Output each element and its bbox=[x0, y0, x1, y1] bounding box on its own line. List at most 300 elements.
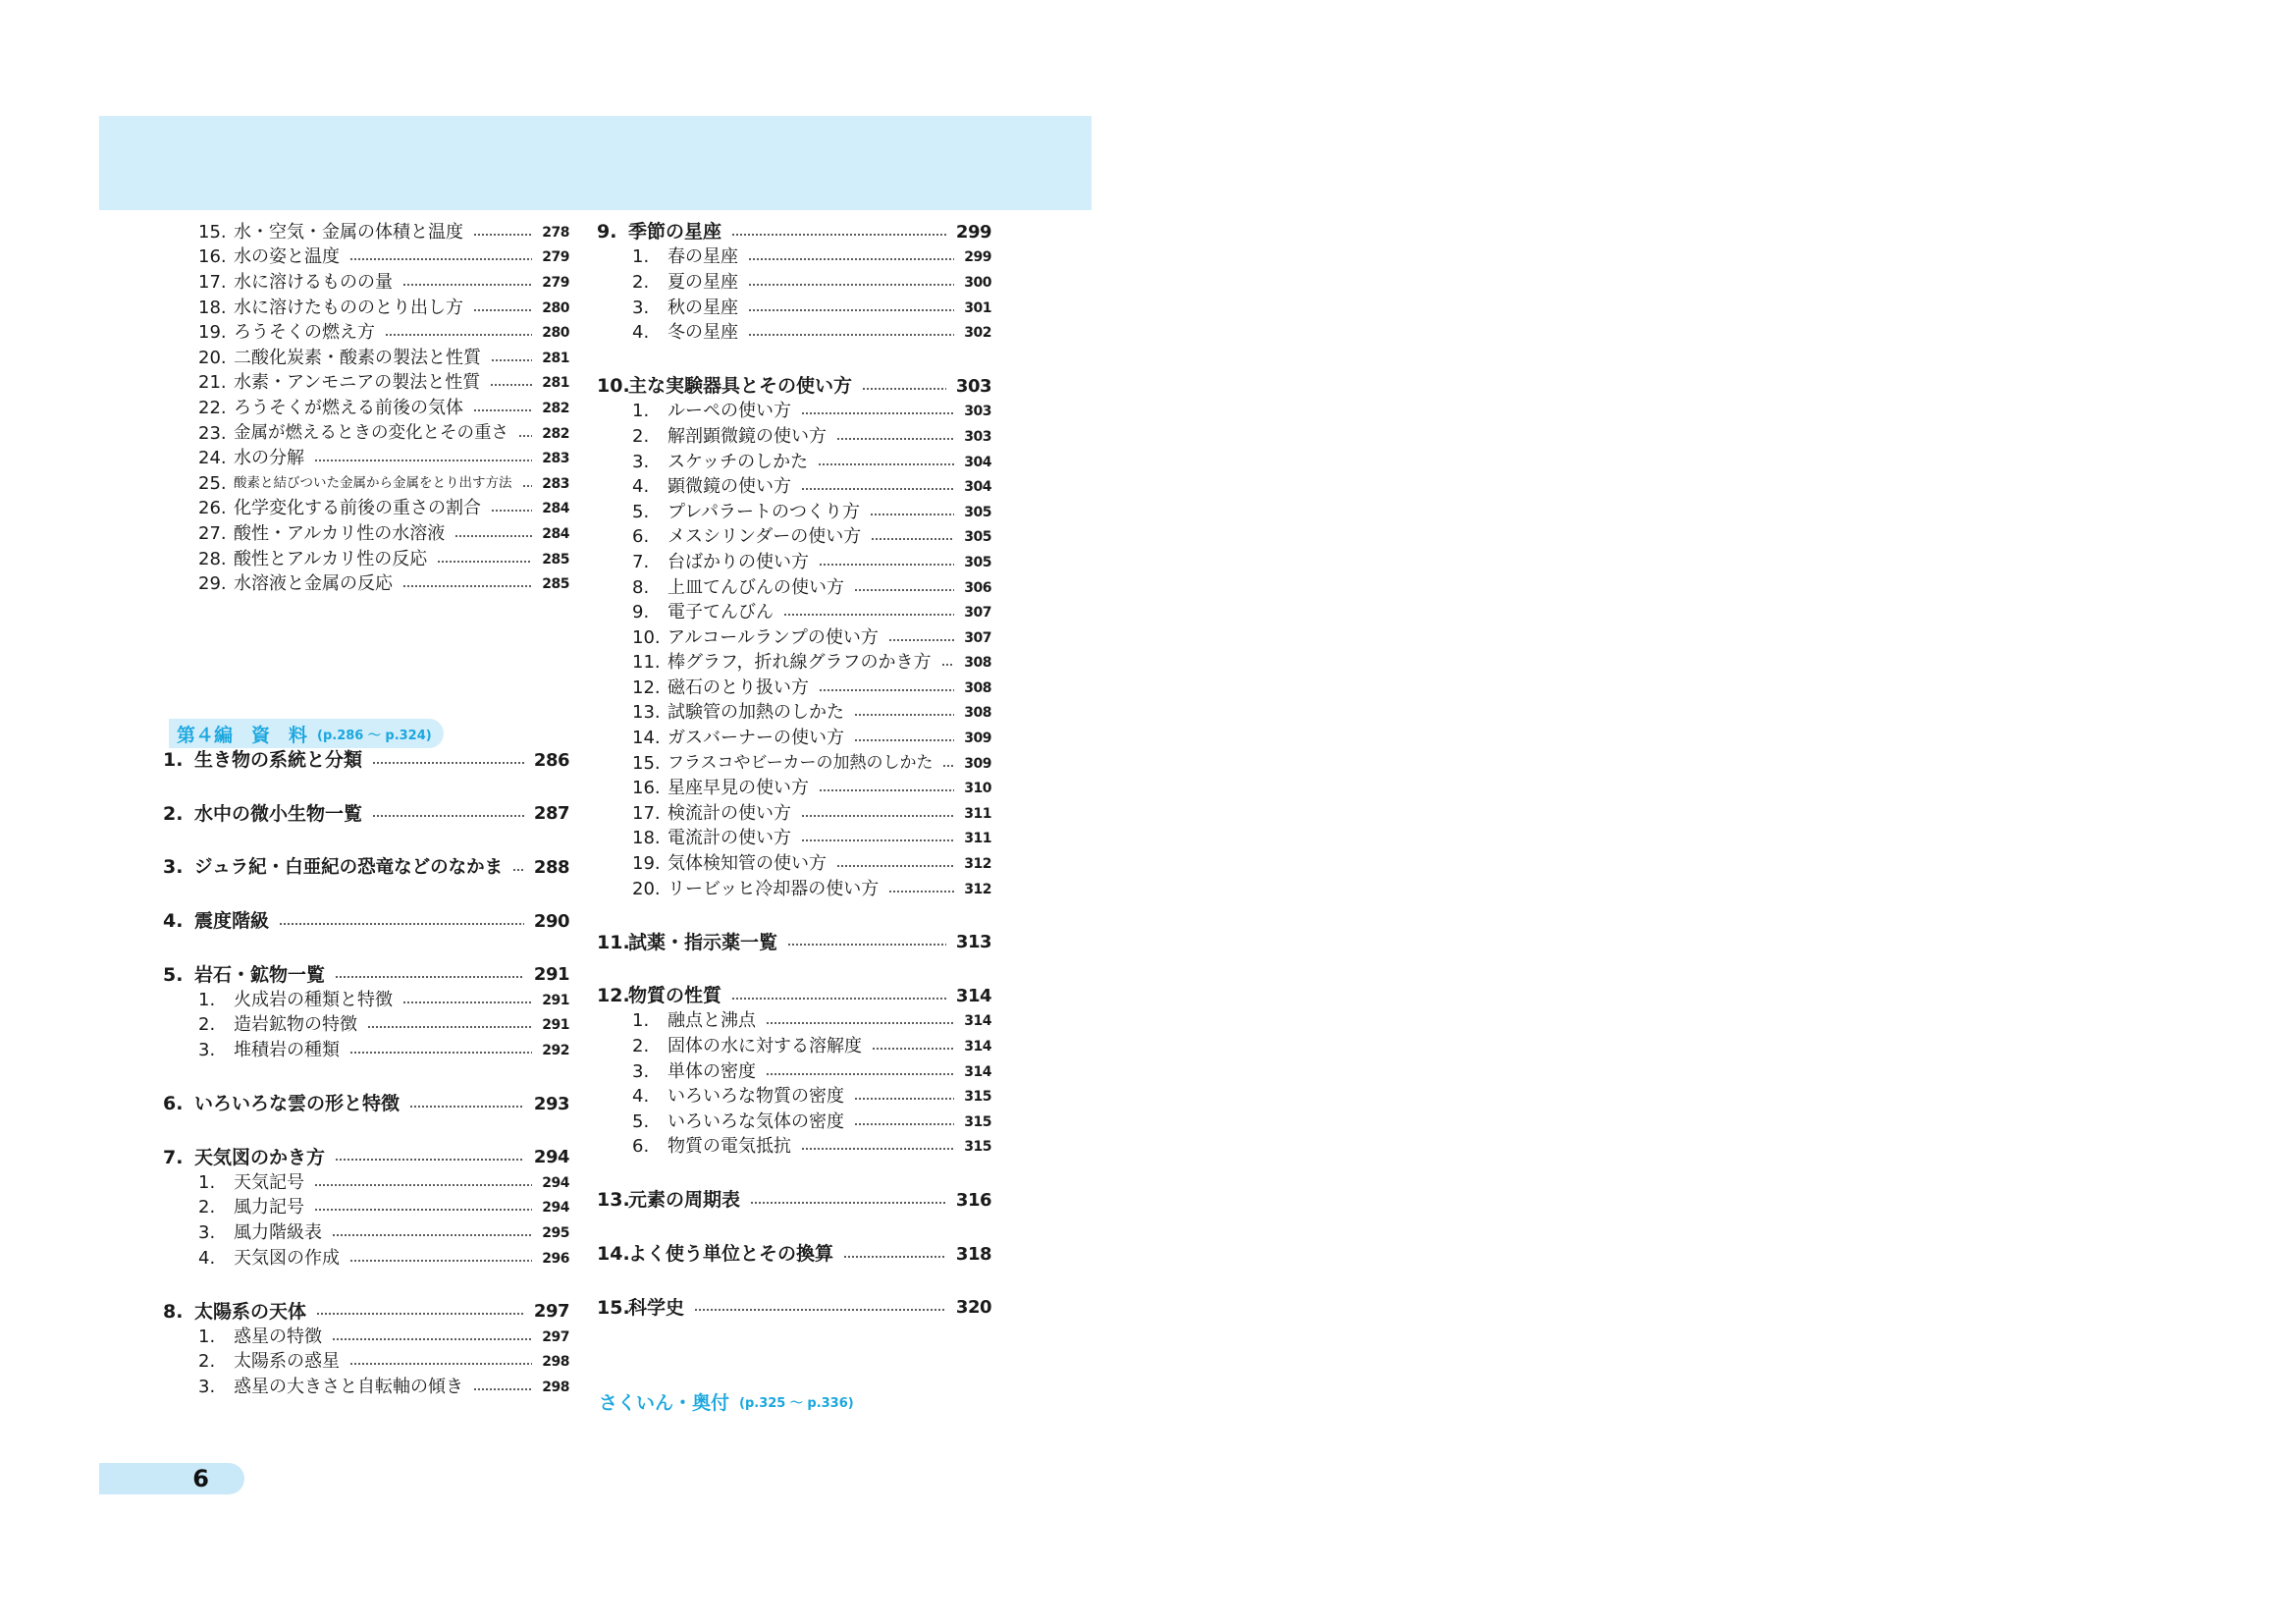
entry-page: 281 bbox=[542, 375, 569, 392]
entry-title: 水に溶けるものの量 bbox=[234, 271, 393, 293]
entry-title: 単体の密度 bbox=[667, 1060, 756, 1082]
entry-title: ルーペの使い方 bbox=[667, 401, 791, 422]
toc-entry bbox=[163, 1170, 569, 1196]
entry-number: 2. bbox=[632, 1036, 650, 1057]
entry-title: リービッヒ冷却器の使い方 bbox=[667, 878, 880, 899]
leader-dots bbox=[491, 359, 532, 361]
entry-number: 3. bbox=[632, 1060, 650, 1082]
entry-title: アルコールランプの使い方 bbox=[667, 626, 879, 648]
entry-title: 酸性とアルカリ性の反応 bbox=[234, 548, 428, 569]
toc-entry bbox=[597, 651, 991, 677]
toc-entry bbox=[163, 1038, 569, 1063]
entry-number: 5. bbox=[632, 501, 650, 522]
entry-page: 303 bbox=[955, 375, 991, 397]
entry-number: 16. bbox=[198, 246, 227, 268]
part4-heading bbox=[169, 719, 444, 748]
entry-page: 315 bbox=[964, 1139, 991, 1156]
leader-dots bbox=[731, 234, 946, 236]
section-gap bbox=[597, 1267, 991, 1295]
toc-entry bbox=[163, 245, 569, 271]
entry-page: 302 bbox=[964, 325, 991, 342]
entry-title: 風力階級表 bbox=[234, 1221, 322, 1243]
leader-dots bbox=[766, 1073, 954, 1075]
entry-title: 上皿てんびんの使い方 bbox=[667, 576, 844, 598]
entry-title: 棒グラフ，折れ線グラフのかき方 bbox=[667, 652, 932, 674]
entry-number: 20. bbox=[632, 878, 661, 899]
section-gap bbox=[597, 346, 991, 374]
section-gap bbox=[597, 901, 991, 930]
entry-page: 306 bbox=[964, 579, 991, 596]
toc-entry bbox=[163, 220, 569, 245]
entry-number: 8. bbox=[163, 1300, 184, 1323]
entry-number: 23. bbox=[198, 422, 227, 444]
entry-number: 29. bbox=[198, 573, 227, 595]
entry-number: 9. bbox=[632, 602, 650, 623]
leader-dots bbox=[843, 1256, 946, 1258]
toc-entry bbox=[597, 245, 991, 271]
entry-number: 22. bbox=[198, 397, 227, 418]
toc-section-entry bbox=[145, 1299, 569, 1325]
entry-page: 303 bbox=[964, 404, 991, 420]
leader-dots bbox=[349, 1052, 532, 1054]
entry-number: 3. bbox=[163, 856, 184, 879]
entry-page: 301 bbox=[964, 299, 991, 316]
index-range: (p.325 ～ p.336) bbox=[739, 1396, 854, 1411]
entry-number: 21. bbox=[198, 372, 227, 394]
entry-title: 夏の星座 bbox=[667, 271, 738, 293]
entry-number: 2. bbox=[198, 1197, 216, 1218]
entry-number: 13. bbox=[597, 1189, 630, 1212]
entry-number: 17. bbox=[632, 802, 661, 824]
entry-page: 297 bbox=[542, 1328, 569, 1345]
leader-dots bbox=[402, 1001, 532, 1003]
entry-number: 13. bbox=[632, 702, 661, 724]
toc-entry bbox=[597, 676, 991, 701]
entry-title: 季節の星座 bbox=[628, 221, 722, 244]
leader-dots bbox=[437, 561, 532, 563]
leader-dots bbox=[871, 538, 954, 540]
leader-dots bbox=[731, 998, 946, 1000]
entry-number: 1. bbox=[198, 1326, 216, 1347]
section-gap bbox=[163, 827, 569, 855]
toc-entry bbox=[597, 726, 991, 751]
leader-dots bbox=[783, 614, 954, 616]
toc-entry bbox=[163, 571, 569, 597]
entry-title: 科学史 bbox=[628, 1296, 685, 1319]
entry-page: 312 bbox=[964, 856, 991, 873]
toc-section-entry bbox=[597, 220, 991, 245]
toc-left-column bbox=[163, 220, 569, 597]
toc-entry bbox=[597, 320, 991, 346]
entry-number: 9. bbox=[597, 221, 617, 244]
entry-number: 2. bbox=[163, 802, 184, 825]
entry-page: 305 bbox=[964, 504, 991, 520]
entry-page: 291 bbox=[542, 992, 569, 1008]
entry-page: 305 bbox=[964, 554, 991, 570]
section-gap bbox=[597, 1160, 991, 1188]
toc-entry bbox=[163, 1220, 569, 1246]
right-sections-list bbox=[597, 220, 991, 1321]
entry-title: 水溶液と金属の反応 bbox=[234, 573, 393, 595]
entry-page: 307 bbox=[964, 605, 991, 622]
toc-entry bbox=[163, 346, 569, 371]
entry-page: 286 bbox=[533, 749, 569, 771]
entry-page: 312 bbox=[964, 881, 991, 897]
leader-dots bbox=[787, 944, 946, 946]
toc-section-entry bbox=[597, 1242, 991, 1268]
leader-dots bbox=[836, 438, 954, 440]
toc-entry bbox=[597, 400, 991, 425]
toc-entry bbox=[163, 371, 569, 397]
toc-entry bbox=[597, 474, 991, 500]
leader-dots bbox=[372, 762, 524, 764]
entry-number: 27. bbox=[198, 522, 227, 544]
entry-page: 285 bbox=[542, 576, 569, 593]
toc-entry bbox=[597, 550, 991, 575]
entry-title: 火成岩の種類と特徴 bbox=[234, 989, 393, 1010]
section-gap bbox=[163, 1116, 569, 1145]
entry-title: 水に溶けたもののとり出し方 bbox=[234, 297, 463, 318]
leader-dots bbox=[748, 284, 954, 286]
leader-dots bbox=[402, 284, 532, 286]
toc-entry bbox=[163, 1013, 569, 1039]
entry-title: 惑星の特徴 bbox=[234, 1326, 322, 1347]
entry-title: 試験管の加熱のしかた bbox=[667, 702, 844, 724]
entry-page: 318 bbox=[955, 1243, 991, 1265]
entry-number: 20. bbox=[198, 347, 227, 368]
section-gap bbox=[163, 934, 569, 962]
section-gap bbox=[163, 774, 569, 802]
toc-entry bbox=[597, 1009, 991, 1035]
leader-dots bbox=[748, 334, 954, 336]
toc-section-entry bbox=[145, 962, 569, 988]
entry-number: 7. bbox=[632, 551, 650, 572]
toc-entry bbox=[163, 421, 569, 447]
entry-number: 1. bbox=[632, 246, 650, 268]
header-band bbox=[99, 116, 1092, 210]
entry-number: 6. bbox=[632, 526, 650, 548]
leader-dots bbox=[854, 1123, 954, 1125]
leader-dots bbox=[750, 1202, 946, 1204]
leader-dots bbox=[888, 639, 954, 641]
toc-section-entry bbox=[597, 930, 991, 955]
entry-number: 1. bbox=[198, 1171, 216, 1193]
toc-entry bbox=[163, 1375, 569, 1400]
entry-number: 3. bbox=[198, 1376, 216, 1397]
entry-title: 酸素と結びついた金属から金属をとり出す方法 bbox=[234, 474, 512, 491]
entry-number: 4. bbox=[632, 476, 650, 498]
leader-dots bbox=[801, 412, 954, 414]
entry-page: 315 bbox=[964, 1089, 991, 1106]
entry-page: 285 bbox=[542, 551, 569, 568]
toc-entry bbox=[597, 600, 991, 625]
section-gap bbox=[597, 955, 991, 984]
entry-number: 8. bbox=[632, 576, 650, 598]
part4-title: 第４編 資 料 bbox=[177, 724, 308, 746]
leader-dots bbox=[473, 409, 532, 411]
leader-dots bbox=[748, 309, 954, 311]
entry-title: 天気記号 bbox=[234, 1171, 304, 1193]
entry-number: 16. bbox=[632, 778, 661, 799]
toc-section-entry bbox=[597, 374, 991, 400]
leader-dots bbox=[409, 1106, 524, 1108]
entry-title: プレパラートのつくり方 bbox=[667, 501, 861, 522]
toc-entry bbox=[597, 851, 991, 877]
section-gap bbox=[597, 1214, 991, 1242]
entry-title: ろうそくが燃える前後の気体 bbox=[234, 397, 463, 418]
entry-page: 308 bbox=[964, 705, 991, 722]
index-title: さくいん・奥付 bbox=[599, 1392, 730, 1414]
entry-number: 4. bbox=[632, 1086, 650, 1108]
page-number: 6 bbox=[192, 1465, 209, 1492]
leader-dots bbox=[385, 334, 532, 336]
leader-dots bbox=[941, 664, 955, 666]
entry-page: 314 bbox=[964, 1013, 991, 1030]
entry-page: 307 bbox=[964, 629, 991, 646]
toc-entry bbox=[597, 575, 991, 601]
part4-list bbox=[163, 748, 569, 1400]
entry-title: 水素・アンモニアの製法と性質 bbox=[234, 372, 481, 394]
entry-page: 308 bbox=[964, 655, 991, 672]
entry-number: 4. bbox=[632, 322, 650, 344]
entry-page: 282 bbox=[542, 425, 569, 442]
section-gap bbox=[163, 1271, 569, 1299]
entry-title: 主な実験器具とその使い方 bbox=[628, 375, 853, 398]
leader-dots bbox=[854, 1098, 954, 1100]
entry-title: 顕微鏡の使い方 bbox=[667, 476, 791, 498]
leader-dots bbox=[349, 1363, 532, 1365]
entry-title: スケッチのしかた bbox=[667, 451, 809, 472]
toc-entry bbox=[163, 1350, 569, 1376]
entry-page: 287 bbox=[533, 803, 569, 825]
leader-dots bbox=[367, 1026, 532, 1028]
entry-number: 2. bbox=[198, 1351, 216, 1373]
entry-page: 297 bbox=[533, 1301, 569, 1323]
entry-title: 太陽系の天体 bbox=[194, 1300, 307, 1323]
leader-dots bbox=[854, 739, 954, 741]
entry-page: 280 bbox=[542, 299, 569, 316]
leader-dots bbox=[402, 585, 532, 587]
entry-page: 311 bbox=[964, 805, 991, 822]
entry-page: 304 bbox=[964, 479, 991, 496]
entry-number: 2. bbox=[632, 271, 650, 293]
leader-dots bbox=[491, 510, 532, 512]
toc-entry bbox=[597, 701, 991, 727]
toc-entry bbox=[163, 471, 569, 497]
part4-range: (p.286 ～ p.324) bbox=[317, 728, 432, 743]
toc-entry bbox=[597, 751, 991, 777]
entry-page: 294 bbox=[542, 1200, 569, 1217]
entry-number: 19. bbox=[632, 853, 661, 875]
entry-number: 10. bbox=[597, 375, 630, 398]
entry-number: 12. bbox=[597, 985, 630, 1007]
entry-number: 1. bbox=[632, 1010, 650, 1032]
entry-number: 11. bbox=[597, 931, 630, 953]
entry-number: 18. bbox=[632, 828, 661, 849]
toc-entry bbox=[597, 296, 991, 321]
toc-entry bbox=[597, 1110, 991, 1135]
toc-entry bbox=[163, 1325, 569, 1350]
toc-entry bbox=[597, 1135, 991, 1161]
entry-number: 18. bbox=[198, 297, 227, 318]
toc-entry bbox=[163, 270, 569, 296]
entry-title: 生き物の系統と分類 bbox=[194, 749, 363, 772]
toc-section-entry bbox=[145, 909, 569, 935]
entry-number: 3. bbox=[198, 1221, 216, 1243]
entry-number: 5. bbox=[163, 963, 184, 986]
entry-page: 298 bbox=[542, 1379, 569, 1395]
entry-title: 電子てんびん bbox=[667, 602, 774, 623]
toc-entry bbox=[163, 497, 569, 522]
entry-number: 28. bbox=[198, 548, 227, 569]
entry-title: 震度階級 bbox=[194, 910, 270, 933]
entry-title: 台ばかりの使い方 bbox=[667, 551, 809, 572]
leader-dots bbox=[766, 1022, 954, 1024]
entry-page: 283 bbox=[542, 451, 569, 467]
toc-entry bbox=[597, 1084, 991, 1110]
entry-page: 296 bbox=[542, 1250, 569, 1267]
entry-title: 解剖顕微鏡の使い方 bbox=[667, 425, 827, 447]
entry-page: 314 bbox=[964, 1039, 991, 1056]
toc-section-entry bbox=[597, 1188, 991, 1214]
leader-dots bbox=[836, 865, 954, 867]
entry-number: 12. bbox=[632, 677, 661, 698]
toc-entry bbox=[597, 1034, 991, 1059]
entry-number: 7. bbox=[163, 1146, 184, 1168]
section-gap bbox=[163, 881, 569, 909]
entry-page: 309 bbox=[964, 755, 991, 772]
toc-entry bbox=[597, 500, 991, 525]
toc-entry bbox=[597, 424, 991, 450]
toc-entry bbox=[597, 450, 991, 475]
entry-title: 化学変化する前後の重さの割合 bbox=[234, 498, 481, 519]
entry-title: メスシリンダーの使い方 bbox=[667, 526, 862, 548]
entry-page: 304 bbox=[964, 454, 991, 470]
leader-dots bbox=[854, 714, 954, 716]
toc-entry bbox=[597, 776, 991, 801]
entry-number: 10. bbox=[632, 626, 661, 648]
toc-entry bbox=[163, 446, 569, 471]
leader-dots bbox=[314, 1184, 532, 1186]
entry-page: 320 bbox=[955, 1297, 991, 1319]
entry-title: 冬の星座 bbox=[667, 322, 738, 344]
entry-page: 294 bbox=[533, 1147, 569, 1168]
toc-section-entry bbox=[145, 1145, 569, 1170]
toc-section-entry bbox=[145, 748, 569, 774]
entry-number: 14. bbox=[597, 1243, 630, 1266]
leader-dots bbox=[522, 485, 533, 487]
leader-dots bbox=[332, 1338, 532, 1340]
entry-number: 5. bbox=[632, 1110, 650, 1132]
leader-dots bbox=[349, 1260, 532, 1262]
leader-dots bbox=[888, 891, 954, 893]
entry-title: 天気図のかき方 bbox=[194, 1146, 326, 1168]
entry-page: 284 bbox=[542, 501, 569, 517]
entry-title: 岩石・鉱物一覧 bbox=[194, 963, 326, 986]
entry-number: 25. bbox=[198, 472, 227, 494]
entry-page: 315 bbox=[964, 1113, 991, 1130]
entry-number: 3. bbox=[198, 1039, 216, 1060]
leader-dots bbox=[819, 689, 954, 691]
leader-dots bbox=[801, 488, 954, 490]
entry-number: 17. bbox=[198, 271, 227, 293]
entry-page: 295 bbox=[542, 1224, 569, 1241]
entry-title: フラスコやビーカーの加熱のしかた bbox=[667, 753, 934, 774]
leader-dots bbox=[473, 1388, 532, 1390]
toc-section-entry bbox=[145, 855, 569, 881]
entry-number: 15. bbox=[632, 752, 661, 774]
entry-number: 15. bbox=[597, 1296, 630, 1319]
toc-entry bbox=[597, 1059, 991, 1085]
leader-dots bbox=[870, 514, 954, 515]
entry-number: 4. bbox=[163, 910, 184, 933]
entry-page: 308 bbox=[964, 679, 991, 696]
toc-entry bbox=[163, 396, 569, 421]
toc-entry bbox=[597, 525, 991, 551]
leader-dots bbox=[349, 258, 532, 260]
leader-dots bbox=[316, 1313, 524, 1315]
toc-section-entry bbox=[597, 1295, 991, 1321]
leader-dots bbox=[473, 309, 532, 311]
entry-title: 物質の性質 bbox=[628, 985, 722, 1007]
toc-entry bbox=[597, 801, 991, 827]
leader-dots bbox=[335, 1159, 524, 1161]
toc-entry bbox=[597, 877, 991, 902]
entry-title: 酸性・アルカリ性の水溶液 bbox=[234, 522, 446, 544]
entry-title: 金属が燃えるときの変化とその重さ bbox=[234, 422, 508, 443]
toc-entry bbox=[163, 547, 569, 572]
entry-title: 試薬・指示薬一覧 bbox=[628, 931, 778, 953]
leader-dots bbox=[942, 765, 954, 767]
toc-entry bbox=[163, 296, 569, 321]
entry-number: 24. bbox=[198, 448, 227, 469]
leader-dots bbox=[454, 535, 532, 537]
entry-page: 281 bbox=[542, 350, 569, 366]
entry-page: 310 bbox=[964, 781, 991, 797]
entry-title: 二酸化炭素・酸素の製法と性質 bbox=[234, 347, 481, 368]
entry-page: 278 bbox=[542, 224, 569, 241]
toc-entry bbox=[597, 827, 991, 852]
entry-number: 14. bbox=[632, 728, 661, 749]
leader-dots bbox=[490, 384, 532, 386]
entry-title: 磁石のとり扱い方 bbox=[667, 677, 809, 698]
entry-title: 物質の電気抵抗 bbox=[667, 1136, 791, 1158]
leader-dots bbox=[748, 258, 954, 260]
toc-entry bbox=[163, 320, 569, 346]
entry-title: いろいろな雲の形と特徴 bbox=[194, 1093, 400, 1115]
entry-title: 秋の星座 bbox=[667, 297, 738, 318]
toc-section-entry bbox=[597, 984, 991, 1009]
toc-entry bbox=[597, 625, 991, 651]
leader-dots bbox=[335, 976, 524, 978]
entry-number: 6. bbox=[632, 1136, 650, 1158]
entry-title: 太陽系の惑星 bbox=[234, 1351, 340, 1373]
entry-title: 天気図の作成 bbox=[234, 1247, 340, 1269]
entry-title: いろいろな物質の密度 bbox=[667, 1086, 844, 1108]
toc-entry bbox=[163, 1246, 569, 1272]
entry-page: 303 bbox=[964, 428, 991, 445]
leader-dots bbox=[819, 564, 954, 566]
page-number-tab bbox=[99, 1463, 244, 1494]
leader-dots bbox=[818, 463, 954, 465]
leader-dots bbox=[819, 789, 954, 791]
entry-number: 6. bbox=[163, 1093, 184, 1115]
leader-dots bbox=[801, 839, 954, 841]
entry-title: ろうそくの燃え方 bbox=[234, 322, 375, 344]
entry-page: 288 bbox=[533, 856, 569, 878]
leader-dots bbox=[473, 234, 532, 236]
part4-sections bbox=[163, 748, 569, 1400]
